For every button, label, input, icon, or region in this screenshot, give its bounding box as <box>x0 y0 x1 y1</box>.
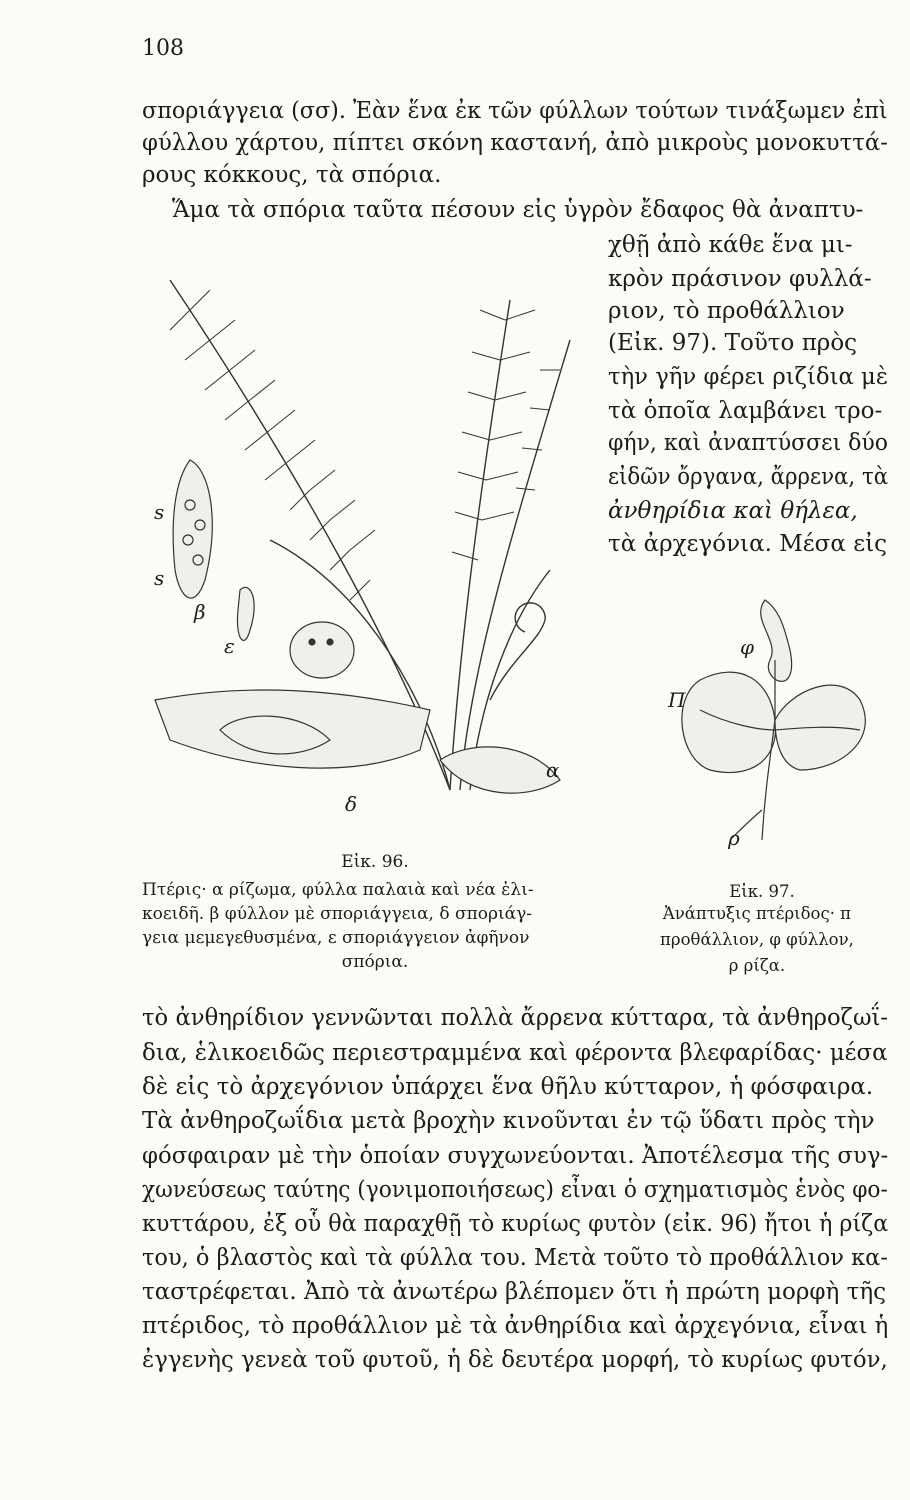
side-text-line: τὰ ὁποῖα λαμβάνει τρο- <box>608 398 883 424</box>
side-text-line: φήν, καὶ ἀναπτύσσει δύο <box>608 430 889 456</box>
fern-illustration <box>150 240 600 840</box>
side-text-line: ριον, τὸ προθάλλιον <box>608 298 845 324</box>
figure-96-title: Εἰκ. 96. <box>341 852 409 872</box>
side-text-line: εἰδῶν ὄργανα, ἄρρενα, τὰ <box>608 464 889 490</box>
figure-97-caption: ρ ρίζα. <box>728 956 786 976</box>
figure-97-title: Εἰκ. 97. <box>729 882 795 902</box>
side-text-line: (Εἰκ. 97). Τοῦτο πρὸς <box>608 330 858 356</box>
figure-96-caption: σπόρια. <box>341 952 409 972</box>
figure-97-caption: Ἀνάπτυξις πτέριδος· π <box>662 904 852 924</box>
label-phi: φ <box>740 635 755 659</box>
label-epsilon: ε <box>224 634 235 658</box>
body-text-line: τὸ ἀνθηρίδιον γεννῶνται πολλὰ ἄρρενα κύτταρα, τὰ ἀνθηροζωΐ- <box>142 1005 889 1031</box>
body-text-line: ἐγγενὴς γενεὰ τοῦ φυτοῦ, ἡ δὲ δευτέρα μορφή, τὸ κυρίως φυτόν, <box>142 1347 888 1373</box>
side-text-line: ἀνθηρίδια καὶ θήλεα, <box>608 498 858 524</box>
label-rho: ρ <box>728 826 740 850</box>
side-text-line: κρὸν πράσινον φυλλά- <box>608 266 872 292</box>
figure-97-caption: προθάλλιον, φ φύλλον, <box>660 930 854 950</box>
body-text-line: του, ὁ βλαστὸς καὶ τὰ φύλλα του. Μετὰ τοῦτο τὸ προθάλλιον κα- <box>142 1245 888 1271</box>
label-beta: β <box>194 600 206 624</box>
body-text-line: φόσφαιραν μὲ τὴν ὁποίαν συγχωνεύονται. Ἀποτέλεσμα τῆς συγ- <box>142 1143 889 1169</box>
text-line: σποριάγγεια (σσ). Ἐὰν ἕνα ἐκ τῶν φύλλων τούτων τινάξωμεν ἐπὶ <box>142 98 888 124</box>
body-text-line: δὲ εἰς τὸ ἀρχεγόνιον ὑπάρχει ἕνα θῆλυ κύτταρον, ἡ φόσφαιρα. <box>142 1074 874 1100</box>
side-text-line: χθῇ ἀπὸ κάθε ἕνα μι- <box>608 232 853 258</box>
text-line: ρους κόκκους, τὰ σπόρια. <box>142 162 442 188</box>
body-text-line: κυττάρου, ἐξ οὗ θὰ παραχθῇ τὸ κυρίως φυτὸν (εἰκ. 96) ἤτοι ἡ ρίζα <box>142 1211 889 1237</box>
label-pi: Π <box>668 688 686 712</box>
body-text-line: δια, ἑλικοειδῶς περιεστραμμένα καὶ φέροντα βλεφαρίδας· μέσα <box>142 1040 888 1066</box>
figure-96-caption: κοειδῆ. β φύλλον μὲ σποριάγγεια, δ σποριάγ- <box>142 904 533 924</box>
body-text-line: ταστρέφεται. Ἀπὸ τὰ ἀνωτέρω βλέπομεν ὅτι ἡ πρώτη μορφὴ τῆς <box>142 1279 886 1305</box>
label-s1: s <box>154 500 165 524</box>
figure-96-caption: Πτέρις· α ρίζωμα, φύλλα παλαιὰ καὶ νέα ἑλι- <box>142 880 534 900</box>
side-text-line: τὰ ἀρχεγόνια. Μέσα εἰς <box>608 531 888 557</box>
label-s2: s <box>154 566 165 590</box>
label-alpha: α <box>546 758 560 782</box>
page-number: 108 <box>142 36 184 61</box>
prothallium-illustration <box>670 580 880 880</box>
label-delta: δ <box>345 792 358 816</box>
body-text-line: Τὰ ἀνθηροζωΐδια μετὰ βροχὴν κινοῦνται ἐν τῷ ὕδατι πρὸς τὴν <box>142 1108 875 1134</box>
figure-96-caption: γεια μεμεγεθυσμένα, ε σποριάγγειον ἀφῆνον <box>142 928 530 948</box>
side-text-line: τὴν γῆν φέρει ριζίδια μὲ <box>608 364 889 390</box>
text-line: φύλλου χάρτου, πίπτει σκόνη καστανή, ἀπὸ μικροὺς μονοκυττά- <box>142 130 888 156</box>
text-line: Ἅμα τὰ σπόρια ταῦτα πέσουν εἰς ὑγρὸν ἔδαφος θὰ ἀναπτυ- <box>172 197 864 223</box>
body-text-line: πτέριδος, τὸ προθάλλιον μὲ τὰ ἀνθηρίδια καὶ ἀρχεγόνια, εἶναι ἡ <box>142 1313 889 1339</box>
body-text-line: χωνεύσεως ταύτης (γονιμοποιήσεως) εἶναι ὁ σχηματισμὸς ἑνὸς φο- <box>142 1177 888 1203</box>
